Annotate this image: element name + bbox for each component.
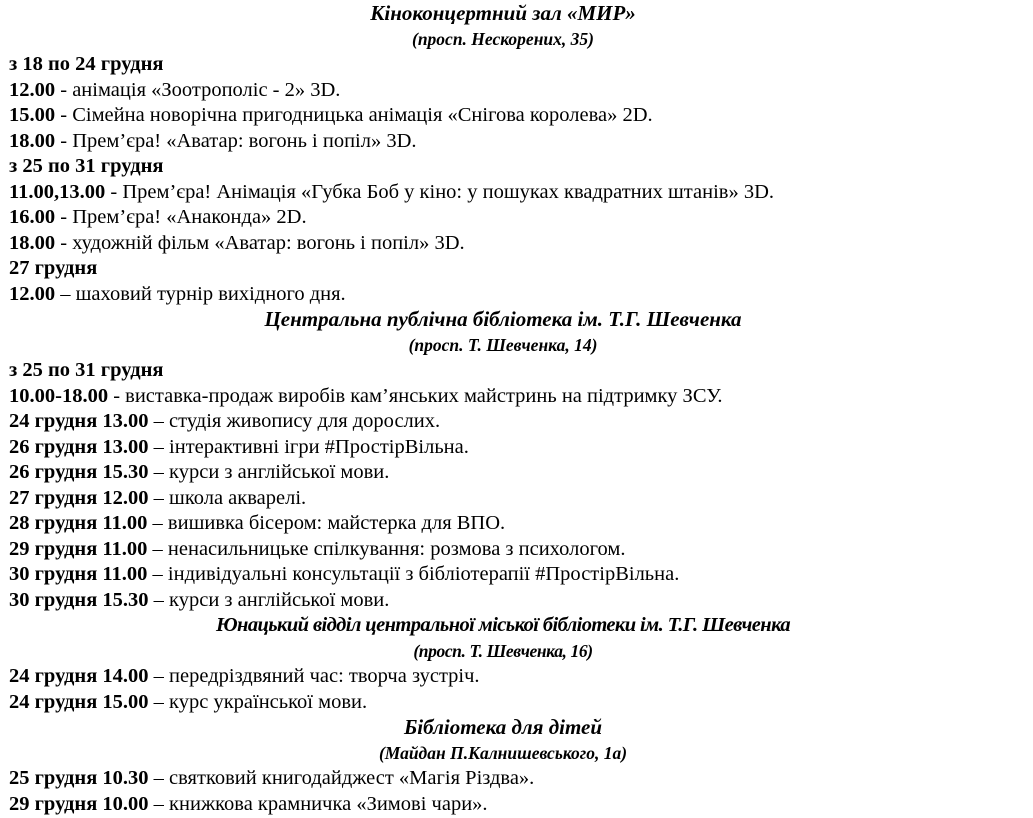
event-line: 15.00 - Сімейна новорічна пригодницька анімація «Снігова королева» 2D. [9, 104, 653, 126]
event-line: 30 грудня 11.00 – індивідуальні консультації з бібліотерапії #ПростірВільна. [9, 563, 680, 585]
event-line: 29 грудня 10.00 – книжкова крамничка «Зимові чари». [9, 792, 488, 815]
venue-address: (просп. Т. Шевченка, 16) [413, 640, 593, 661]
event-line: 18.00 - Прем’єра! «Аватар: вогонь і попіл» 3D. [9, 129, 417, 152]
date-heading: з 25 по 31 грудня [9, 359, 164, 381]
event-line: 28 грудня 11.00 – вишивка бісером: майстерка для ВПО. [9, 512, 506, 534]
date-heading: з 18 по 24 грудня [9, 53, 164, 75]
venue-title: Юнацький відділ центральної міської бібліотеки ім. Т.Г. Шевченка [215, 614, 790, 636]
event-line: 24 грудня 13.00 – студія живопису для дорослих. [9, 410, 441, 432]
event-line: 12.00 – шаховий турнір вихідного дня. [9, 282, 346, 305]
event-line: 10.00-18.00 - виставка-продаж виробів кам’янських майстринь на підтримку ЗСУ. [9, 384, 723, 407]
event-line: 24 грудня 14.00 – передріздвяний час: творча зустріч. [9, 665, 480, 687]
venue-address: (просп. Нескорених, 35) [412, 28, 594, 49]
date-heading: 27 грудня [9, 257, 98, 279]
event-line: 18.00 - художній фільм «Аватар: вогонь і попіл» 3D. [9, 231, 465, 254]
venue-address: (Майдан П.Калнишевського, 1а) [378, 742, 628, 763]
venue-section-central-library [9, 307, 1033, 613]
event-line: 29 грудня 11.00 – ненасильницьке спілкування: розмова з психологом. [9, 537, 626, 560]
event-line: 30 грудня 15.30 – курси з англійської мови. [9, 588, 390, 611]
event-line: 26 грудня 13.00 – інтерактивні ігри #ПростірВільна. [9, 435, 469, 458]
event-line: 12.00 - анімація «Зоотрополіс - 2» 3D. [9, 78, 341, 101]
event-line: 11.00,13.00 - Прем’єра! Анімація «Губка Боб у кіно: у пошуках квадратних штанів» 3D. [9, 180, 774, 203]
venue-section-cinema-myr [9, 0, 1033, 307]
event-line: 16.00 - Прем’єра! «Анаконда» 2D. [9, 206, 307, 228]
venue-address: (просп. Т. Шевченка, 14) [408, 334, 598, 355]
event-line: 24 грудня 15.00 – курс української мови. [9, 690, 368, 713]
venue-title: Бібліотека для дітей [403, 715, 603, 739]
event-line: 26 грудня 15.30 – курси з англійської мови. [9, 461, 390, 483]
venue-section-children-library [9, 715, 1033, 817]
event-line: 27 грудня 12.00 – школа акварелі. [9, 486, 307, 509]
venue-title: Центральна публічна бібліотека ім. Т.Г. Шевченка [264, 307, 742, 331]
date-heading: з 25 по 31 грудня [9, 155, 164, 177]
venue-title: Кіноконцертний зал «МИР» [370, 1, 636, 25]
event-line: 25 грудня 10.30 – святковий книгодайджест «Магія Різдва». [9, 767, 535, 789]
venue-section-youth-department [9, 613, 1033, 715]
